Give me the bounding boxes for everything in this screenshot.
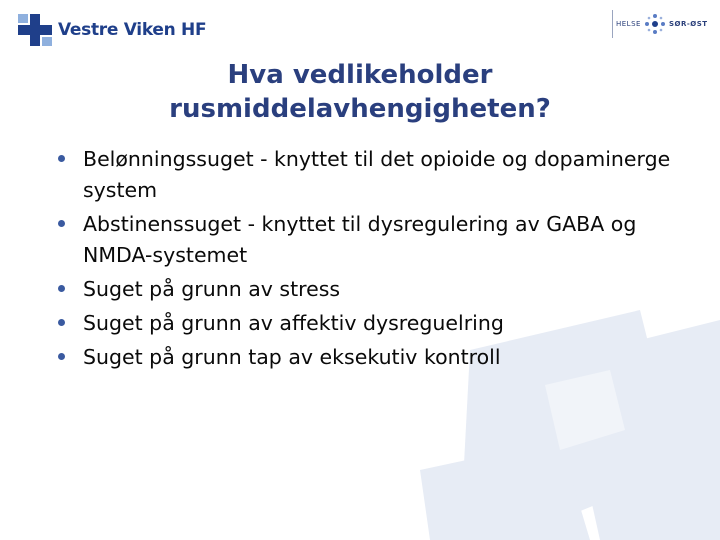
bullet-item <box>56 209 676 271</box>
bullet-dot-icon <box>58 220 65 227</box>
organization-name: Vestre Viken HF <box>58 20 207 40</box>
sor-ost-text: SØR-ØST <box>668 20 708 28</box>
bullet-text: Abstinenssuget - knyttet til dysregulering av GABA og NMDA-systemet <box>83 212 637 267</box>
slide-title-line-2: rusmiddelavhengigheten? <box>169 94 551 124</box>
bullet-list <box>56 144 676 376</box>
bullet-dot-icon <box>58 319 65 326</box>
bullet-item <box>56 144 676 206</box>
helse-sor-ost-logo <box>612 10 712 38</box>
slide-title <box>60 58 660 126</box>
bullet-text: Suget på grunn av stress <box>83 277 341 301</box>
bullet-dot-icon <box>58 155 65 162</box>
bullet-text: Suget på grunn av affektiv dysreguelring <box>83 311 504 335</box>
bullet-text: Belønningssuget - knyttet til det opioide og dopaminerge system <box>83 147 671 202</box>
vestre-viken-cross-icon <box>18 14 52 46</box>
logo-divider <box>612 10 613 38</box>
helse-dots-icon <box>644 13 666 35</box>
slide-title-line-1: Hva vedlikeholder <box>227 60 493 90</box>
bullet-item <box>56 308 676 339</box>
bullet-dot-icon <box>58 285 65 292</box>
bullet-dot-icon <box>58 353 65 360</box>
bullet-item <box>56 342 676 373</box>
vestre-viken-logo <box>18 14 206 46</box>
helse-text: HELSE <box>616 20 641 28</box>
bullet-text: Suget på grunn tap av eksekutiv kontroll <box>83 345 501 369</box>
bullet-item <box>56 274 676 305</box>
